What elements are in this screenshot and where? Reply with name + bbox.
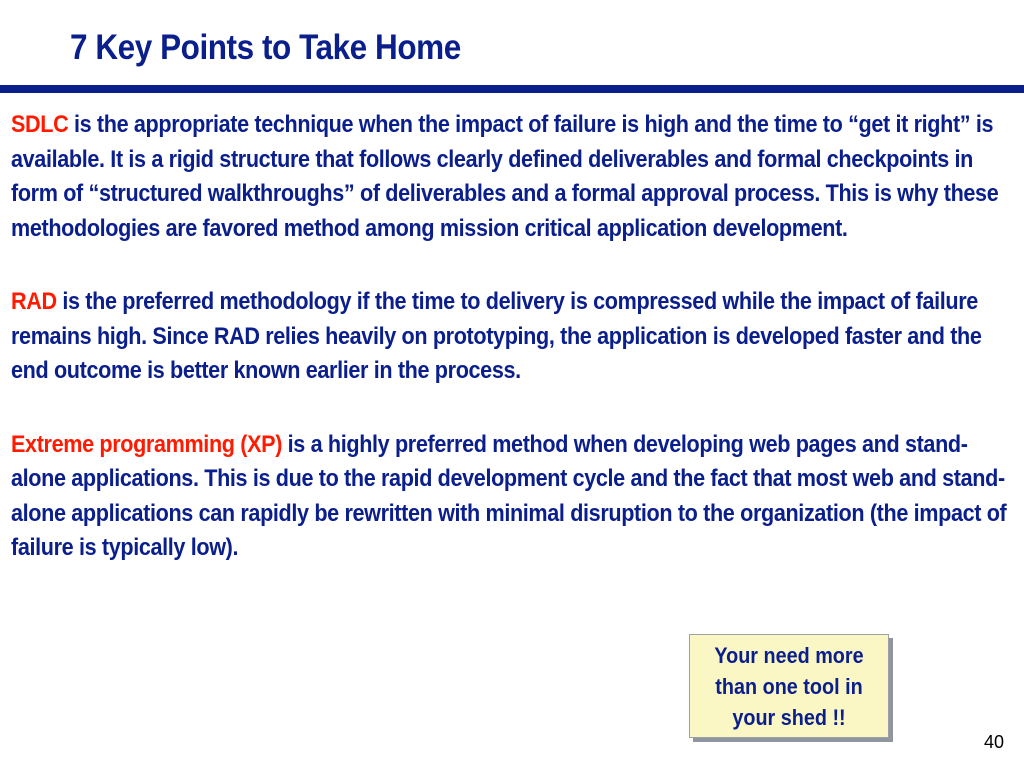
page-number: 40 <box>983 732 1004 752</box>
point-term: RAD <box>11 288 57 315</box>
key-points-body <box>11 108 1021 605</box>
point-term: SDLC <box>11 111 69 138</box>
point-text: is the appropriate technique when the impact of failure is high and the time to “get it right” is available. It is a rigid structure that follows clearly defined deliverables and formal checkpoints in form of “structured walkthroughs” of deliverables and a formal approval process. This is why these methodologies are favored method among mission critical application development. <box>11 111 999 242</box>
slide-title: 7 Key Points to Take Home <box>70 28 461 67</box>
tool-shed-callout <box>689 634 889 738</box>
title-divider <box>0 85 1024 93</box>
point-xp <box>11 428 1021 566</box>
callout-text: Your need more than one tool in your shed !! <box>714 642 864 730</box>
point-text: is the preferred methodology if the time to delivery is compressed while the impact of failure remains high. Since RAD relies heavily on prototyping, the application is developed faster and the end outcome is better known earlier in the process. <box>11 288 982 384</box>
point-sdlc <box>11 108 1021 246</box>
point-rad <box>11 285 1021 389</box>
point-text: is a highly preferred method when developing web pages and stand-alone applications. This is due to the rapid development cycle and the fact that most web and stand-alone applications can rapidly be rewritten with minimal disruption to the organization (the impact of failure is typically low). <box>11 430 1007 561</box>
point-term: Extreme programming (XP) <box>11 430 283 458</box>
